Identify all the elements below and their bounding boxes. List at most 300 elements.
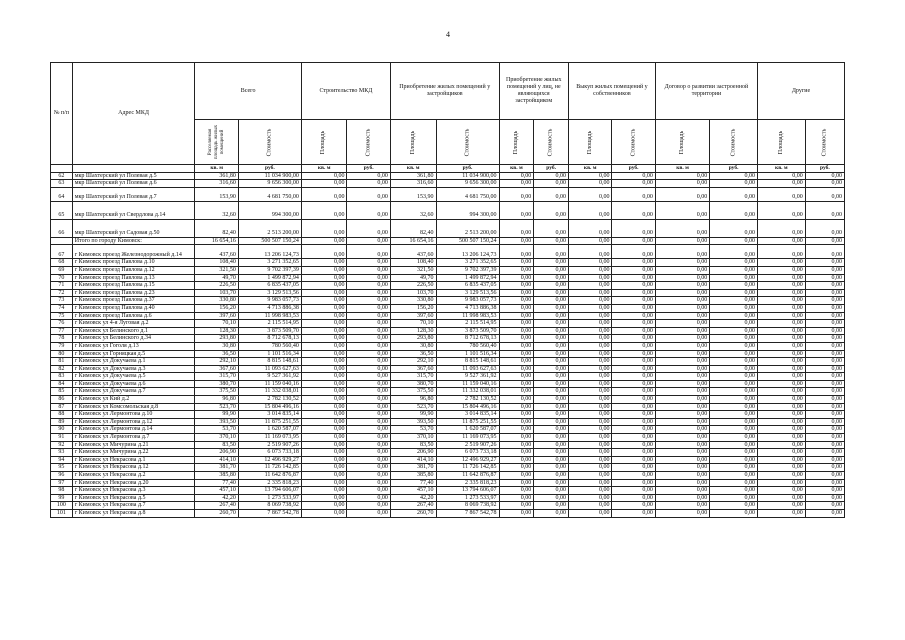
other-area: 0,00 xyxy=(757,172,805,180)
row-address: г Кимовск ул Докучаева д.7 xyxy=(72,388,195,396)
other-area: 0,00 xyxy=(757,365,805,373)
purchase-cost: 3 873 509,70 xyxy=(436,327,499,335)
buyout-area: 0,00 xyxy=(569,380,612,388)
other-area: 0,00 xyxy=(757,289,805,297)
buyout-area: 0,00 xyxy=(569,320,612,328)
purchase-others-area: 0,00 xyxy=(499,479,534,487)
row-number: 90 xyxy=(51,426,73,434)
development-cost: 0,00 xyxy=(710,396,758,404)
row-number: 81 xyxy=(51,358,73,366)
purchase-area: 156,20 xyxy=(390,304,436,312)
buyout-cost: 0,00 xyxy=(612,335,655,343)
total-cost: 11 034 900,00 xyxy=(238,172,301,180)
buyout-area: 0,00 xyxy=(569,418,612,426)
construction-cost: 0,00 xyxy=(347,350,390,358)
construction-area: 0,00 xyxy=(301,172,347,180)
purchase-area: 42,20 xyxy=(390,494,436,502)
construction-area: 0,00 xyxy=(301,282,347,290)
buyout-cost: 0,00 xyxy=(612,479,655,487)
total-cost: 11 726 142,85 xyxy=(238,464,301,472)
row-number: 73 xyxy=(51,297,73,305)
purchase-cost: 2 519 907,26 xyxy=(436,441,499,449)
development-area: 0,00 xyxy=(655,342,709,350)
total-area: 83,50 xyxy=(195,441,238,449)
row-number: 79 xyxy=(51,342,73,350)
other-cost: 0,00 xyxy=(805,327,844,335)
construction-cost: 0,00 xyxy=(347,342,390,350)
row-number: 62 xyxy=(51,172,73,180)
buyout-cost: 0,00 xyxy=(612,358,655,366)
purchase-area: 393,50 xyxy=(390,418,436,426)
development-cost: 0,00 xyxy=(710,472,758,480)
buyout-area: 0,00 xyxy=(569,219,612,237)
development-area: 0,00 xyxy=(655,335,709,343)
row-address: г Кимовск ул Лермонтова д.7 xyxy=(72,434,195,442)
unit-area: кв. м xyxy=(390,165,436,173)
buyout-area: 0,00 xyxy=(569,472,612,480)
purchase-others-cost: 0,00 xyxy=(534,487,569,495)
purchase-others-cost: 0,00 xyxy=(534,335,569,343)
unit-area: кв. м xyxy=(655,165,709,173)
row-address: г Кимовск ул Лермонтова д.12 xyxy=(72,418,195,426)
other-cost: 0,00 xyxy=(805,259,844,267)
total-area: 36,50 xyxy=(195,350,238,358)
row-address: г Кимовск ул Горняцкая д.5 xyxy=(72,350,195,358)
row-number: 98 xyxy=(51,487,73,495)
purchase-area: 457,10 xyxy=(390,487,436,495)
purchase-others-area: 0,00 xyxy=(499,411,534,419)
development-cost: 0,00 xyxy=(710,434,758,442)
construction-cost: 0,00 xyxy=(347,237,390,245)
development-area: 0,00 xyxy=(655,201,709,219)
purchase-cost: 13 206 124,73 xyxy=(436,245,499,259)
purchase-others-cost: 0,00 xyxy=(534,282,569,290)
construction-cost: 0,00 xyxy=(347,472,390,480)
buyout-area: 0,00 xyxy=(569,245,612,259)
development-area: 0,00 xyxy=(655,464,709,472)
total-cost: 2 513 200,00 xyxy=(238,219,301,237)
other-cost: 0,00 xyxy=(805,479,844,487)
buyout-area: 0,00 xyxy=(569,358,612,366)
construction-area: 0,00 xyxy=(301,472,347,480)
other-area: 0,00 xyxy=(757,274,805,282)
buyout-cost: 0,00 xyxy=(612,418,655,426)
development-area: 0,00 xyxy=(655,358,709,366)
development-area: 0,00 xyxy=(655,426,709,434)
purchase-cost: 500 507 150,24 xyxy=(436,237,499,245)
construction-area: 0,00 xyxy=(301,304,347,312)
construction-cost: 0,00 xyxy=(347,172,390,180)
purchase-cost: 780 560,40 xyxy=(436,342,499,350)
other-cost: 0,00 xyxy=(805,342,844,350)
construction-area: 0,00 xyxy=(301,187,347,201)
purchase-others-cost: 0,00 xyxy=(534,180,569,188)
purchase-others-area: 0,00 xyxy=(499,187,534,201)
total-cost: 2 782 130,52 xyxy=(238,396,301,404)
construction-area: 0,00 xyxy=(301,502,347,510)
other-cost: 0,00 xyxy=(805,456,844,464)
units-row xyxy=(51,165,845,173)
purchase-cost: 12 496 929,27 xyxy=(436,456,499,464)
purchase-others-area: 0,00 xyxy=(499,472,534,480)
purchase-area: 330,80 xyxy=(390,297,436,305)
total-area: 103,70 xyxy=(195,289,238,297)
other-area: 0,00 xyxy=(757,320,805,328)
group-development-header: Договор о развитии застроенной территории xyxy=(655,63,757,120)
table-row xyxy=(51,266,845,274)
development-cost: 0,00 xyxy=(710,172,758,180)
sub-cost-header: Стоимость xyxy=(805,120,844,165)
purchase-area: 16 654,16 xyxy=(390,237,436,245)
row-address: г Кимовск ул Лермонтова д.10 xyxy=(72,411,195,419)
development-cost: 0,00 xyxy=(710,245,758,259)
purchase-others-area: 0,00 xyxy=(499,289,534,297)
purchase-cost: 3 271 352,65 xyxy=(436,259,499,267)
purchase-others-area: 0,00 xyxy=(499,201,534,219)
purchase-others-cost: 0,00 xyxy=(534,509,569,517)
buyout-area: 0,00 xyxy=(569,441,612,449)
development-area: 0,00 xyxy=(655,388,709,396)
development-cost: 0,00 xyxy=(710,388,758,396)
purchase-cost: 11 159 040,16 xyxy=(436,380,499,388)
other-area: 0,00 xyxy=(757,441,805,449)
purchase-area: 70,10 xyxy=(390,320,436,328)
purchase-cost: 2 513 200,00 xyxy=(436,219,499,237)
development-area: 0,00 xyxy=(655,456,709,464)
purchase-others-cost: 0,00 xyxy=(534,245,569,259)
table-row xyxy=(51,472,845,480)
row-address: мкр Шахтерский ул Свердлова д.14 xyxy=(72,201,195,219)
purchase-cost: 9 983 057,73 xyxy=(436,297,499,305)
total-area: 361,80 xyxy=(195,172,238,180)
development-cost: 0,00 xyxy=(710,365,758,373)
development-area: 0,00 xyxy=(655,312,709,320)
purchase-cost: 11 332 038,01 xyxy=(436,388,499,396)
total-area: 380,70 xyxy=(195,380,238,388)
purchase-others-area: 0,00 xyxy=(499,358,534,366)
development-area: 0,00 xyxy=(655,380,709,388)
development-cost: 0,00 xyxy=(710,487,758,495)
purchase-others-area: 0,00 xyxy=(499,342,534,350)
buyout-cost: 0,00 xyxy=(612,472,655,480)
row-number: 88 xyxy=(51,411,73,419)
other-cost: 0,00 xyxy=(805,245,844,259)
purchase-cost: 8 815 148,61 xyxy=(436,358,499,366)
construction-area: 0,00 xyxy=(301,312,347,320)
buyout-area: 0,00 xyxy=(569,426,612,434)
purchase-others-area: 0,00 xyxy=(499,487,534,495)
total-area: 393,50 xyxy=(195,418,238,426)
total-area: 321,50 xyxy=(195,266,238,274)
development-area: 0,00 xyxy=(655,449,709,457)
purchase-area: 380,70 xyxy=(390,380,436,388)
total-cost: 1 273 533,97 xyxy=(238,494,301,502)
other-cost: 0,00 xyxy=(805,350,844,358)
row-address: Итого по городу Кимовск: xyxy=(72,237,195,245)
total-cost: 13 206 124,73 xyxy=(238,245,301,259)
development-cost: 0,00 xyxy=(710,411,758,419)
purchase-others-cost: 0,00 xyxy=(534,219,569,237)
construction-area: 0,00 xyxy=(301,320,347,328)
construction-cost: 0,00 xyxy=(347,289,390,297)
construction-cost: 0,00 xyxy=(347,365,390,373)
row-number: 75 xyxy=(51,312,73,320)
construction-area: 0,00 xyxy=(301,380,347,388)
purchase-others-area: 0,00 xyxy=(499,237,534,245)
buyout-cost: 0,00 xyxy=(612,320,655,328)
row-number: 97 xyxy=(51,479,73,487)
purchase-others-cost: 0,00 xyxy=(534,426,569,434)
purchase-others-cost: 0,00 xyxy=(534,259,569,267)
total-cost: 11 169 073,95 xyxy=(238,434,301,442)
table-row xyxy=(51,312,845,320)
total-cost: 8 712 678,13 xyxy=(238,335,301,343)
buyout-cost: 0,00 xyxy=(612,441,655,449)
table-row xyxy=(51,327,845,335)
table-row xyxy=(51,487,845,495)
buyout-area: 0,00 xyxy=(569,434,612,442)
total-area: 414,10 xyxy=(195,456,238,464)
total-area: 128,30 xyxy=(195,327,238,335)
table-row xyxy=(51,494,845,502)
buyout-area: 0,00 xyxy=(569,464,612,472)
table-row xyxy=(51,449,845,457)
unit-cost: руб. xyxy=(805,165,844,173)
purchase-others-cost: 0,00 xyxy=(534,201,569,219)
buyout-cost: 0,00 xyxy=(612,373,655,381)
development-area: 0,00 xyxy=(655,327,709,335)
total-cost: 2 115 514,95 xyxy=(238,320,301,328)
development-area: 0,00 xyxy=(655,180,709,188)
purchase-others-cost: 0,00 xyxy=(534,358,569,366)
other-cost: 0,00 xyxy=(805,464,844,472)
row-number: 71 xyxy=(51,282,73,290)
buyout-area: 0,00 xyxy=(569,487,612,495)
total-area: 375,50 xyxy=(195,388,238,396)
purchase-cost: 1 499 872,94 xyxy=(436,274,499,282)
unit-area: кв. м xyxy=(499,165,534,173)
purchase-area: 397,60 xyxy=(390,312,436,320)
total-cost: 9 983 057,73 xyxy=(238,297,301,305)
other-area: 0,00 xyxy=(757,304,805,312)
construction-cost: 0,00 xyxy=(347,411,390,419)
buyout-area: 0,00 xyxy=(569,373,612,381)
purchase-cost: 6 073 733,18 xyxy=(436,449,499,457)
buyout-cost: 0,00 xyxy=(612,219,655,237)
other-cost: 0,00 xyxy=(805,282,844,290)
other-area: 0,00 xyxy=(757,350,805,358)
row-number: 76 xyxy=(51,320,73,328)
buyout-area: 0,00 xyxy=(569,180,612,188)
table-row xyxy=(51,403,845,411)
purchase-others-cost: 0,00 xyxy=(534,237,569,245)
other-cost: 0,00 xyxy=(805,426,844,434)
total-cost: 8 815 148,61 xyxy=(238,358,301,366)
row-address: г Кимовск ул Лермонтова д.14 xyxy=(72,426,195,434)
purchase-cost: 2 115 514,95 xyxy=(436,320,499,328)
buyout-cost: 0,00 xyxy=(612,312,655,320)
row-number: 69 xyxy=(51,266,73,274)
development-area: 0,00 xyxy=(655,320,709,328)
group-construction-header: Строительство МКД xyxy=(301,63,390,120)
construction-cost: 0,00 xyxy=(347,180,390,188)
row-address: мкр Шахтерский ул Полевая д.7 xyxy=(72,187,195,201)
construction-area: 0,00 xyxy=(301,434,347,442)
total-cost: 13 794 606,07 xyxy=(238,487,301,495)
buyout-area: 0,00 xyxy=(569,396,612,404)
other-area: 0,00 xyxy=(757,449,805,457)
group-purchase-others-header: Приобретение жилых помещений у лиц, не являющихся застройщиком xyxy=(499,63,569,120)
table-row xyxy=(51,320,845,328)
group-total-header: Всего xyxy=(195,63,301,120)
development-area: 0,00 xyxy=(655,418,709,426)
row-address: г Кимовск проезд Железнодорожный д.14 xyxy=(72,245,195,259)
total-cost: 780 560,40 xyxy=(238,342,301,350)
purchase-others-cost: 0,00 xyxy=(534,350,569,358)
construction-cost: 0,00 xyxy=(347,358,390,366)
sub-area-header: Площадь xyxy=(757,120,805,165)
total-area: 226,50 xyxy=(195,282,238,290)
purchase-others-area: 0,00 xyxy=(499,441,534,449)
construction-cost: 0,00 xyxy=(347,487,390,495)
purchase-area: 82,40 xyxy=(390,219,436,237)
development-cost: 0,00 xyxy=(710,494,758,502)
buyout-cost: 0,00 xyxy=(612,245,655,259)
purchase-others-area: 0,00 xyxy=(499,350,534,358)
development-cost: 0,00 xyxy=(710,380,758,388)
total-cost: 1 499 872,94 xyxy=(238,274,301,282)
total-area: 53,70 xyxy=(195,426,238,434)
buyout-area: 0,00 xyxy=(569,502,612,510)
other-cost: 0,00 xyxy=(805,335,844,343)
construction-area: 0,00 xyxy=(301,411,347,419)
row-address: мкр Шахтерский ул Полевая д.6 xyxy=(72,180,195,188)
purchase-others-cost: 0,00 xyxy=(534,403,569,411)
development-cost: 0,00 xyxy=(710,282,758,290)
purchase-others-cost: 0,00 xyxy=(534,479,569,487)
purchase-others-area: 0,00 xyxy=(499,172,534,180)
total-cost: 2 519 907,26 xyxy=(238,441,301,449)
buyout-area: 0,00 xyxy=(569,456,612,464)
development-cost: 0,00 xyxy=(710,373,758,381)
other-area: 0,00 xyxy=(757,373,805,381)
total-cost: 11 998 983,53 xyxy=(238,312,301,320)
purchase-area: 49,70 xyxy=(390,274,436,282)
purchase-others-cost: 0,00 xyxy=(534,365,569,373)
total-cost: 11 332 038,01 xyxy=(238,388,301,396)
row-address: г Кимовск проезд Павлова д.15 xyxy=(72,282,195,290)
purchase-others-area: 0,00 xyxy=(499,320,534,328)
construction-cost: 0,00 xyxy=(347,266,390,274)
purchase-area: 153,90 xyxy=(390,187,436,201)
row-number: 95 xyxy=(51,464,73,472)
purchase-others-area: 0,00 xyxy=(499,335,534,343)
total-cost: 2 335 818,23 xyxy=(238,479,301,487)
purchase-others-cost: 0,00 xyxy=(534,411,569,419)
buyout-area: 0,00 xyxy=(569,266,612,274)
construction-cost: 0,00 xyxy=(347,396,390,404)
row-number: 100 xyxy=(51,502,73,510)
construction-cost: 0,00 xyxy=(347,187,390,201)
purchase-cost: 1 101 516,34 xyxy=(436,350,499,358)
table-row xyxy=(51,441,845,449)
purchase-others-cost: 0,00 xyxy=(534,187,569,201)
total-cost: 9 656 300,00 xyxy=(238,180,301,188)
development-area: 0,00 xyxy=(655,472,709,480)
purchase-cost: 15 804 496,16 xyxy=(436,403,499,411)
construction-area: 0,00 xyxy=(301,297,347,305)
development-cost: 0,00 xyxy=(710,342,758,350)
row-number: 66 xyxy=(51,219,73,237)
buyout-cost: 0,00 xyxy=(612,304,655,312)
buyout-cost: 0,00 xyxy=(612,464,655,472)
other-cost: 0,00 xyxy=(805,304,844,312)
other-area: 0,00 xyxy=(757,494,805,502)
row-number: 86 xyxy=(51,396,73,404)
development-area: 0,00 xyxy=(655,350,709,358)
row-number: 93 xyxy=(51,449,73,457)
total-area: 292,10 xyxy=(195,358,238,366)
purchase-others-cost: 0,00 xyxy=(534,274,569,282)
row-address: г Кимовск ул Докучаева д.1 xyxy=(72,358,195,366)
unit-area: кв. м xyxy=(301,165,347,173)
purchase-cost: 11 998 983,53 xyxy=(436,312,499,320)
buyout-area: 0,00 xyxy=(569,274,612,282)
construction-area: 0,00 xyxy=(301,358,347,366)
purchase-cost: 994 300,00 xyxy=(436,201,499,219)
construction-cost: 0,00 xyxy=(347,403,390,411)
other-cost: 0,00 xyxy=(805,320,844,328)
table-row xyxy=(51,418,845,426)
development-area: 0,00 xyxy=(655,441,709,449)
purchase-others-cost: 0,00 xyxy=(534,449,569,457)
other-cost: 0,00 xyxy=(805,187,844,201)
row-address: г Кимовск ул Некрасова д.7 xyxy=(72,502,195,510)
construction-cost: 0,00 xyxy=(347,494,390,502)
table-row xyxy=(51,464,845,472)
purchase-others-area: 0,00 xyxy=(499,282,534,290)
purchase-others-cost: 0,00 xyxy=(534,380,569,388)
total-cost: 1 101 516,34 xyxy=(238,350,301,358)
row-address: мкр Шахтерский ул Полевая д.5 xyxy=(72,172,195,180)
construction-area: 0,00 xyxy=(301,259,347,267)
purchase-area: 375,50 xyxy=(390,388,436,396)
purchase-cost: 11 169 073,95 xyxy=(436,434,499,442)
purchase-others-area: 0,00 xyxy=(499,327,534,335)
development-cost: 0,00 xyxy=(710,456,758,464)
buyout-cost: 0,00 xyxy=(612,449,655,457)
purchase-area: 36,50 xyxy=(390,350,436,358)
group-other-header: Другие xyxy=(757,63,844,120)
development-area: 0,00 xyxy=(655,289,709,297)
purchase-cost: 9 656 300,00 xyxy=(436,180,499,188)
table-row xyxy=(51,201,845,219)
construction-area: 0,00 xyxy=(301,403,347,411)
construction-area: 0,00 xyxy=(301,441,347,449)
total-cost: 1 620 587,07 xyxy=(238,426,301,434)
construction-cost: 0,00 xyxy=(347,335,390,343)
total-cost: 11 093 627,63 xyxy=(238,365,301,373)
purchase-area: 96,80 xyxy=(390,396,436,404)
development-area: 0,00 xyxy=(655,266,709,274)
table-row xyxy=(51,411,845,419)
table-row xyxy=(51,426,845,434)
purchase-area: 206,90 xyxy=(390,449,436,457)
purchase-others-cost: 0,00 xyxy=(534,373,569,381)
total-area: 316,60 xyxy=(195,180,238,188)
purchase-others-area: 0,00 xyxy=(499,365,534,373)
development-area: 0,00 xyxy=(655,297,709,305)
